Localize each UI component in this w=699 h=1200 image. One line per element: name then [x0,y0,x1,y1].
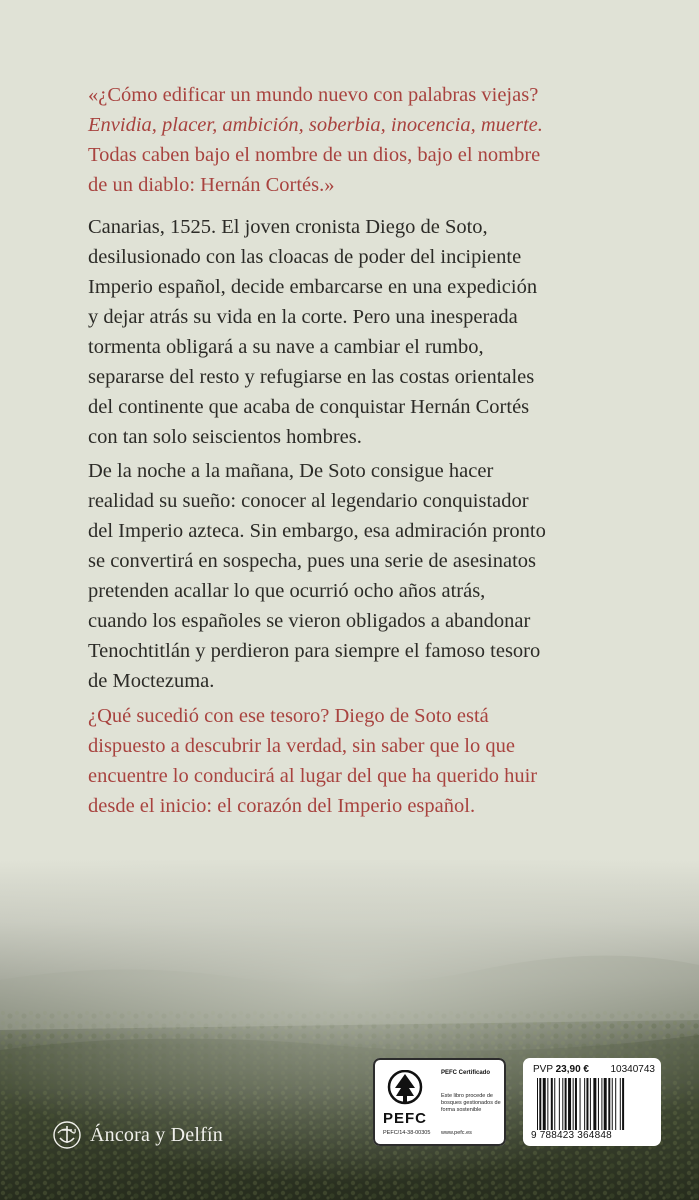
barcode-bar [565,1078,567,1130]
quote-line: «¿Cómo edificar un mundo nuevo con palabras viejas? [88,84,539,106]
price-tag [533,1064,589,1075]
text-line: desde el inicio: el corazón del Imperio español. [88,795,476,817]
anchor-dolphin-icon [52,1120,82,1150]
text-line: desilusionado con las cloacas de poder del incipiente [88,246,522,268]
text-line: encuentre lo conducirá al lugar del que ha querido huir [88,765,538,787]
barcode-bar [539,1078,541,1130]
barcode-bar [584,1078,585,1130]
price-value: 23,90 € [555,1064,589,1075]
text-line: separarse del resto y refugiarse en las costas orientales [88,366,535,388]
text-line: del Imperio azteca. Sin embargo, esa admiración pronto [88,520,546,542]
text-line: Imperio español, decide embarcarse en una expedición [88,276,538,298]
barcode-bar [580,1078,581,1130]
pefc-logo-text: PEFC [383,1110,428,1127]
barcode-bar [551,1078,553,1130]
text-line: con tan solo seiscientos hombres. [88,426,362,448]
barcode-bar [604,1078,607,1130]
barcode-bar [568,1078,571,1130]
barcode-bar [559,1078,560,1130]
pefc-certification-box [373,1058,506,1146]
text-line: cuando los españoles se vieron obligados a abandonar [88,610,531,632]
synopsis-paragraph-2 [88,456,668,696]
barcode-box [523,1058,661,1146]
isbn-digits: 9 788423 364848 [531,1130,612,1141]
barcode-bar [547,1078,548,1130]
text-line: de Moctezuma. [88,670,215,692]
barcode-bar [586,1078,588,1130]
text-line: del continente que acaba de conquistar Hernán Cortés [88,396,530,418]
barcode-bar [612,1078,613,1130]
text-line: Canarias, 1525. El joven cronista Diego de Soto, [88,216,488,238]
barcode-bar [543,1078,546,1130]
pefc-url: www.pefc.es [441,1130,472,1136]
barcode-bar [608,1078,610,1130]
barcode-bar [615,1078,616,1130]
pefc-title: PEFC Certificado [441,1070,491,1076]
isbn-barcode [537,1078,653,1130]
quote-line: de un diablo: Hernán Cortés.» [88,174,335,196]
barcode-bar [598,1078,599,1130]
text-line: tormenta obligará a su nave a cambiar el rumbo, [88,336,484,358]
barcode-bar [601,1078,602,1130]
text-line: y dejar atrás su vida en la corte. Pero una inesperada [88,306,518,328]
closing-question [88,701,668,821]
text-line: ¿Qué sucedió con ese tesoro? Diego de Soto está [88,705,489,727]
barcode-bar [575,1078,577,1130]
barcode-bar [593,1078,596,1130]
text-line: Tenochtitlán y perdieron para siempre el famoso tesoro [88,640,541,662]
text-line: realidad su sueño: conocer al legendario conquistador [88,490,529,512]
opening-quote [88,80,668,200]
text-line: pretenden acallar lo que ocurrió ocho años atrás, [88,580,486,602]
barcode-bar [573,1078,574,1130]
barcode-bar [554,1078,555,1130]
reference-number: 10340743 [610,1064,655,1075]
pefc-code: PEFC/14-38-00305 [383,1130,431,1136]
pefc-tree-icon [387,1070,423,1108]
barcode-bar [590,1078,591,1130]
quote-line: Todas caben bajo el nombre de un dios, bajo el nombre [88,144,541,166]
publisher-logo [52,1120,223,1150]
synopsis-paragraph-1 [88,212,668,452]
barcode-bar [622,1078,624,1130]
barcode-bar [620,1078,621,1130]
barcode-bar [537,1078,538,1130]
text-line: dispuesto a descubrir la verdad, sin saber que lo que [88,735,515,757]
pefc-description: Este libro procede de bosques gestionados de forma sostenible [441,1093,501,1113]
publisher-name: Áncora y Delfín [90,1123,223,1146]
price-label: PVP [533,1064,553,1075]
quote-line-italic: Envidia, placer, ambición, soberbia, inocencia, muerte. [88,114,543,136]
text-line: De la noche a la mañana, De Soto consigue hacer [88,460,494,482]
barcode-bar [562,1078,563,1130]
text-line: se convertirá en sospecha, pues una serie de asesinatos [88,550,536,572]
